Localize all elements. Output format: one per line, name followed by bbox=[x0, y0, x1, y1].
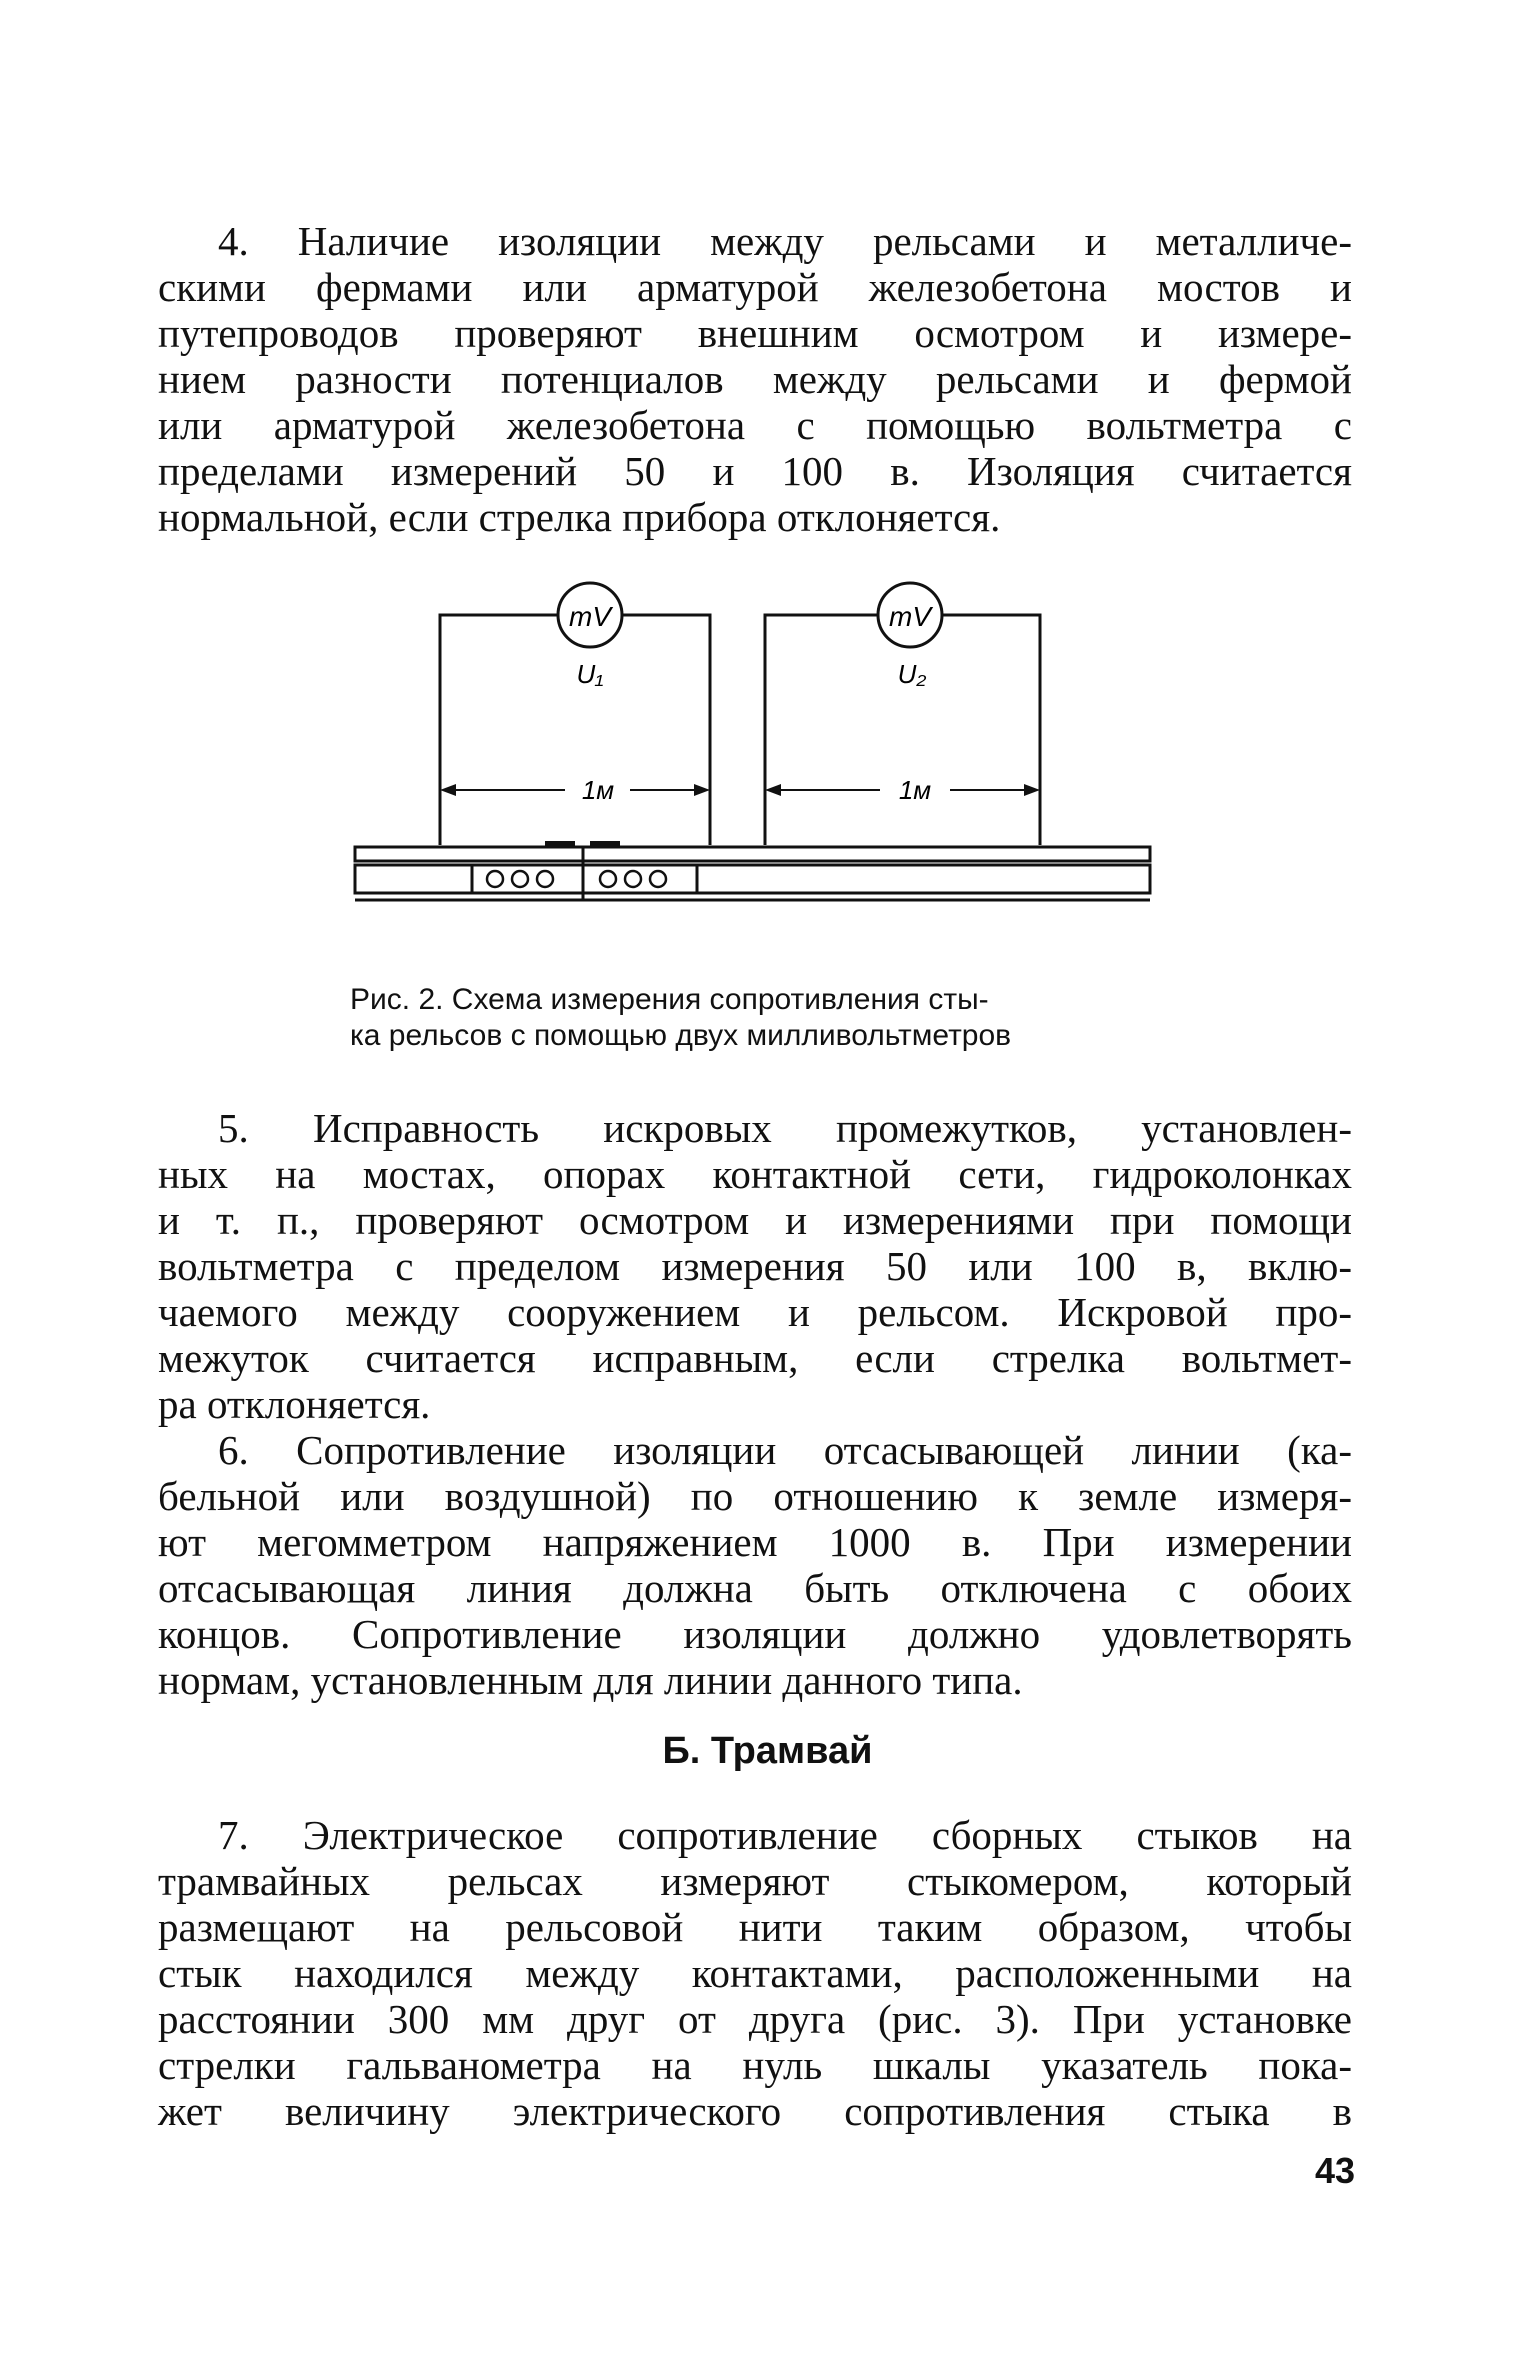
text-line: нормам, установленным для линии данного типа. bbox=[158, 1657, 1023, 1703]
paragraph-4 bbox=[158, 218, 1352, 540]
text-line: 6. Сопротивление изоляции отсасывающей линии (ка- bbox=[218, 1427, 1352, 1473]
text-line: ют мегомметром напряжением 1000 в. При измерении bbox=[158, 1519, 1352, 1565]
text-line: ных на мостах, опорах контактной сети, гидроколонках bbox=[158, 1151, 1352, 1197]
right-voltage-label: U₂ bbox=[897, 659, 927, 689]
text-line: нием разности потенциалов между рельсами и фермой bbox=[158, 356, 1352, 402]
caption-line: ка рельсов с помощью двух милливольтметров bbox=[350, 1019, 1012, 1052]
text-line: отсасывающая линия должна быть отключена с обоих bbox=[158, 1565, 1352, 1611]
text-line: жет величину электрического сопротивления стыка в bbox=[158, 2088, 1352, 2134]
paragraph-7 bbox=[158, 1812, 1352, 2134]
right-distance-label: 1м bbox=[898, 775, 932, 805]
right-circuit-wire bbox=[765, 615, 1040, 845]
text-line: 7. Электрическое сопротивление сборных стыков на bbox=[218, 1812, 1352, 1858]
text-line: вольтметра с пределом измерения 50 или 100 в, вклю- bbox=[158, 1243, 1352, 1289]
text-line: расстоянии 300 мм друг от друга (рис. 3). При установке bbox=[158, 1996, 1352, 2042]
text-line: стрелки гальванометра на нуль шкалы указатель пока- bbox=[158, 2042, 1352, 2088]
text-line: бельной или воздушной) по отношению к земле измеря- bbox=[158, 1473, 1352, 1519]
figure-2-diagram bbox=[340, 575, 1160, 920]
text-line: или арматурой железобетона с помощью вольтметра с bbox=[158, 402, 1352, 448]
text-line: 5. Исправность искровых промежутков, установлен- bbox=[218, 1105, 1352, 1151]
text-line: межуток считается исправным, если стрелка вольтмет- bbox=[158, 1335, 1352, 1381]
paragraph-5 bbox=[158, 1105, 1352, 1427]
paragraph-6 bbox=[158, 1427, 1352, 1703]
figure-caption bbox=[350, 982, 1150, 1054]
text-line: размещают на рельсовой нити таким образом, чтобы bbox=[158, 1904, 1352, 1950]
text-line: нормальной, если стрелка прибора отклоняется. bbox=[158, 494, 1001, 540]
caption-line: Рис. 2. Схема измерения сопротивления сты- bbox=[350, 983, 989, 1016]
text-line: стык находился между контактами, расположенными на bbox=[158, 1950, 1352, 1996]
left-circuit-wire bbox=[440, 615, 710, 845]
left-distance-label: 1м bbox=[581, 775, 615, 805]
rail bbox=[355, 847, 1150, 861]
text-line: ра отклоняется. bbox=[158, 1381, 431, 1427]
text-line: путепроводов проверяют внешним осмотром и измере- bbox=[158, 310, 1352, 356]
left-voltage-label: U₁ bbox=[576, 659, 604, 689]
bolts bbox=[487, 871, 666, 887]
text-line: трамвайных рельсах измеряют стыкомером, который bbox=[158, 1858, 1352, 1904]
text-line: чаемого между сооружением и рельсом. Искровой про- bbox=[158, 1289, 1352, 1335]
section-heading: Б. Трамвай bbox=[662, 1730, 873, 1772]
text-line: скими фермами или арматурой железобетона мостов и bbox=[158, 264, 1352, 310]
right-meter-label: mV bbox=[889, 601, 931, 632]
text-line: 4. Наличие изоляции между рельсами и металличе- bbox=[218, 218, 1352, 264]
text-line: концов. Сопротивление изоляции должно удовлетворять bbox=[158, 1611, 1352, 1657]
left-meter-label: mV bbox=[569, 601, 611, 632]
text-line: и т. п., проверяют осмотром и измерениями при помощи bbox=[158, 1197, 1352, 1243]
page-number: 43 bbox=[1314, 2150, 1355, 2191]
text-line: пределами измерений 50 и 100 в. Изоляция считается bbox=[158, 448, 1352, 494]
